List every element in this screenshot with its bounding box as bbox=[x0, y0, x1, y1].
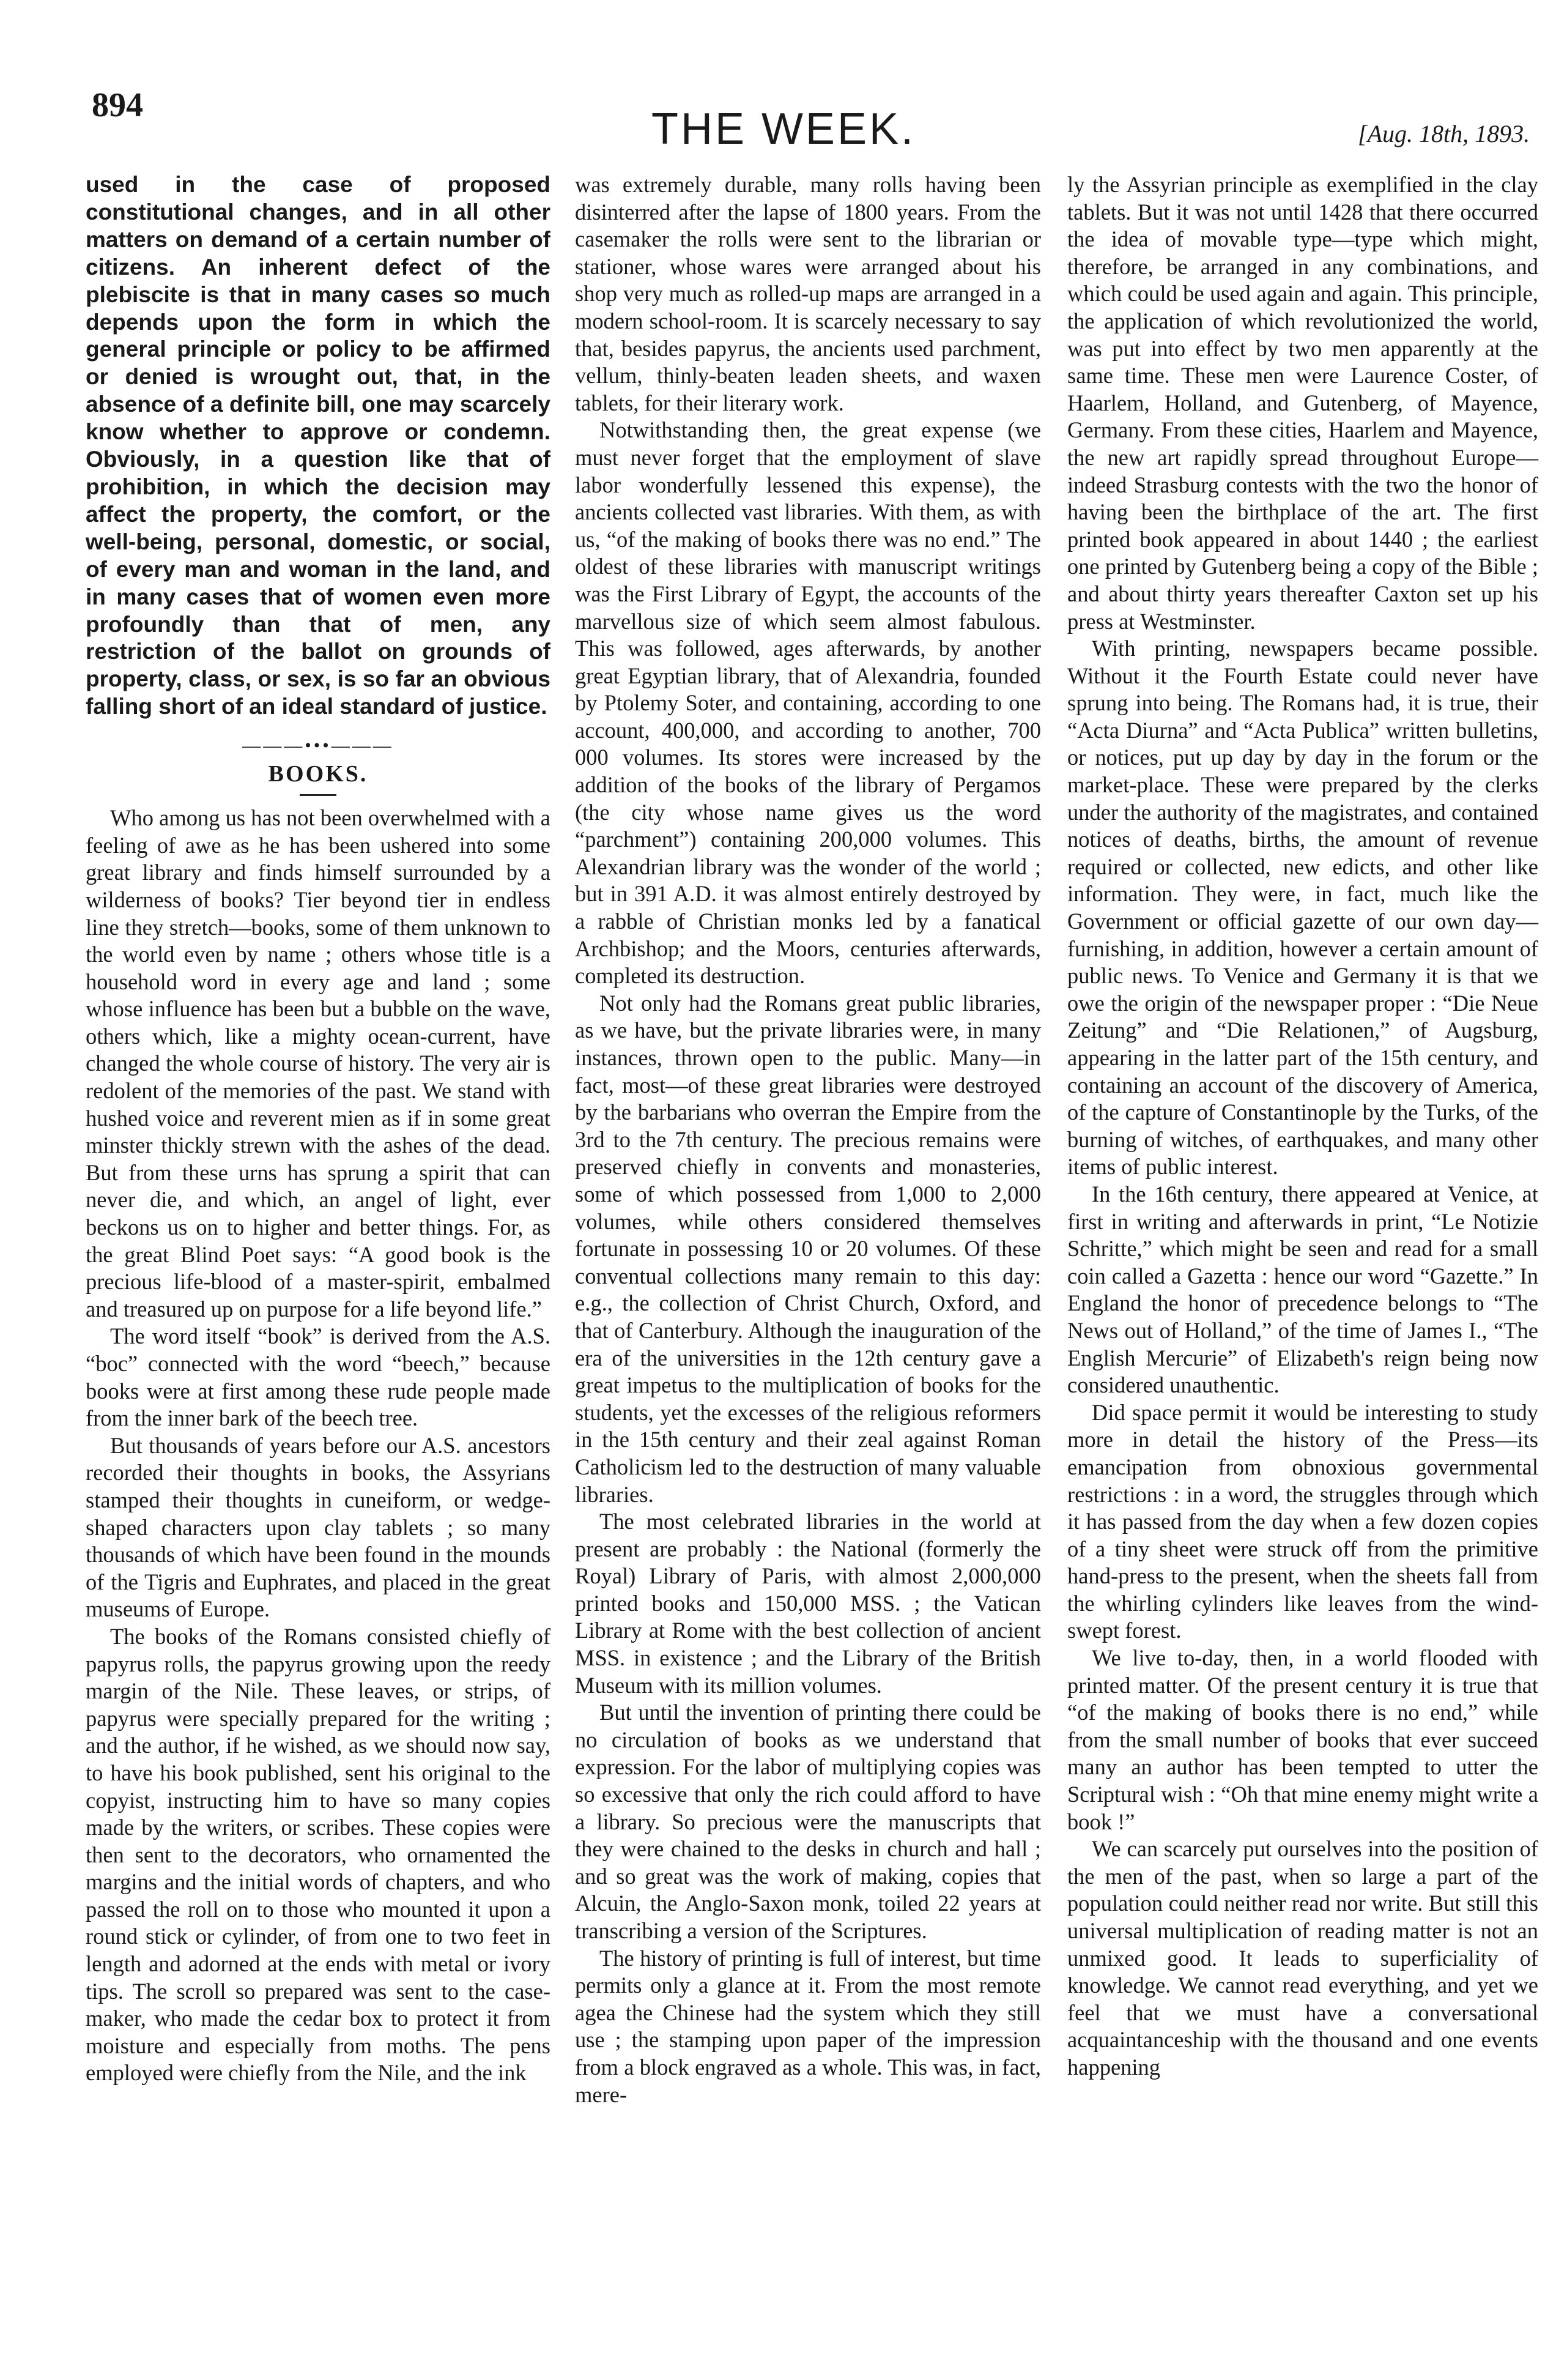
editorial-paragraph: used in the case of proposed constitutional changes, and in all other matters on demand of a certain number of citizens. An inherent defect of the plebiscite is that in many cases so much depends upon the form in which the general principle or policy to be affirmed or denied is wrought out, that, in the absence of a definite bill, one may scarcely know whether to approve or condemn. Obviously, in a question like that of prohibition, in which the decision may affect the property, the comfort, or the well-being, personal, domestic, or social, of every man and woman in the land, and in many cases that of women even more profoundly than that of men, any restriction of the ballot on grounds of property, class, or sex, is so far an obvious falling short of an ideal standard of justice. bbox=[86, 172, 550, 720]
article-paragraph: Not only had the Romans great public libraries, as we have, but the private libraries were, in many instances, thrown open to the public. Many—in fact, most—of these great libraries were destroyed by the barbarians who overran the Empire from the 3rd to the 7th century. The precious remains were preserved chiefly in convents and monasteries, some of which possessed from 1,000 to 2,000 volumes, while others considered themselves fortunate in possessing 10 or 20 volumes. Of these conventual collections many remain to this day: e.g., the collection of Christ Church, Oxford, and that of Canterbury. Although the inauguration of the era of the universities in the 12th century gave a great impetus to the multiplication of books for the students, yet the excesses of the religious reformers in the 15th century and their zeal against Roman Catholicism led to the destruction of many valuable libraries. bbox=[575, 990, 1041, 1507]
section-heading-books: BOOKS. bbox=[268, 761, 368, 787]
article-paragraph: We can scarcely put ourselves into the position of the men of the past, when so large a part of the population could neither read nor write. But still this universal multiplication of reading matter is not an unmixed good. It leads to superficiality of knowledge. We cannot read everything, and yet we feel that we must have a conversational acquaintanceship with the thousand and one events happening bbox=[1067, 1836, 1538, 2080]
article-paragraph: Who among us has not been overwhelmed with a feeling of awe as he has been ushered into some great library and finds himself surrounded by a wilderness of books? Tier beyond tier in endless line they stretch—books, some of them unknown to the world even by name ; others whose title is a household word in every age and land ; some whose influence has been but a bubble on the wave, others which, like a mighty ocean-current, have changed the whole course of history. The very air is redolent of the memories of the past. We stand with hushed voice and reverent mien as if in some great minster thickly strewn with the ashes of the dead. But from these urns has sprung a spirit that can never die, and which, an angel of light, ever beckons us on to higher and better things. For, as the great Blind Poet says: “A good book is the precious life-blood of a master-spirit, embalmed and treasured up on purpose for a life beyond life.” bbox=[86, 805, 550, 1322]
article-paragraph: ly the Assyrian principle as exemplified in the clay tablets. But it was not until 1428 that there occurred the idea of movable type—type which might, therefore, be arranged in any combinations, and which could be used again and again. This principle, the application of which revolutionized the world, was put into effect by two men apparently at the same time. These men were Laurence Coster, of Haarlem, Holland, and Gutenberg, of Mayence, Germany. From these cities, Haarlem and Mayence, the new art rapidly spread throughout Europe—indeed Strasburg contests with the two the honor of having been the birthplace of the art. The first printed book appeared in about 1440 ; the earliest one printed by Gutenberg being a copy of the Bible ; and about thirty years thereafter Caxton set up his press at Westminster. bbox=[1067, 172, 1538, 634]
article-paragraph: With printing, newspapers became possible. Without it the Fourth Estate could never have sprung into being. The Romans had, it is true, their “Acta Diurna” and “Acta Publica” written bulletins, or notices, put up day by day in the forum or the market-place. These were prepared by the clerks under the authority of the magistrates, and contained notices of deaths, births, the amount of revenue required or collected, new edicts, and other like information. They were, in fact, much like the Government or official gazette of our own day—furnishing, in addition, however a certain amount of public news. To Venice and Germany it is that we owe the origin of the newspaper proper : “Die Neue Zeitung” and “Die Relationen,” of Augsburg, appearing in the latter part of the 15th century, and containing an account of the discovery of America, of the capture of Constantinople by the Turks, of the burning of witches, of earthquakes, and many other items of public interest. bbox=[1067, 636, 1538, 1180]
issue-date: [Aug. 18th, 1893. bbox=[1358, 120, 1530, 147]
column-1 bbox=[86, 171, 550, 2087]
article-paragraph: Did space permit it would be interesting to study more in detail the history of the Press—its emancipation from obnoxious governmental restrictions : in a word, the struggles through which it has passed from the day when a few dozen copies of a tiny sheet were struck off from the primitive hand-press to the present, when the sheets fall from the whirling cylinders like leaves from the wind-swept forest. bbox=[1067, 1399, 1538, 1643]
article-paragraph: was extremely durable, many rolls having been disinterred after the lapse of 1800 years. From the casemaker the rolls were sent to the librarian or stationer, whose wares were arranged about his shop very much as rolled-up maps are arranged in a modern school-room. It is scarcely necessary to say that, besides papyrus, the ancients used parchment, vellum, thinly-beaten leaden sheets, and waxen tablets, for their literary work. bbox=[575, 172, 1041, 415]
newspaper-title: THE WEEK. bbox=[651, 105, 916, 154]
article-paragraph: In the 16th century, there appeared at Venice, at first in writing and afterwards in print, “Le Notizie Schritte,” which might be seen and read for a small coin called a Gazetta : hence our word “Gazette.” In England the honor of precedence belongs to “The News out of Holland,” of the time of James I., “The English Mercurie” of Elizabeth's reign being now considered unauthentic. bbox=[1067, 1181, 1538, 1398]
page-number: 894 bbox=[92, 86, 143, 124]
column-3 bbox=[1067, 171, 1538, 2081]
article-paragraph: But thousands of years before our A.S. ancestors recorded their thoughts in books, the Assyrians stamped their thoughts in cuneiform, or wedge-shaped characters upon clay tablets ; so many thousands of which have been found in the mounds of the Tigris and Euphrates, and placed in the great museums of Europe. bbox=[86, 1432, 550, 1622]
article-paragraph: The history of printing is full of interest, but time permits only a glance at it. From the most remote agea the Chinese had the system which they still use ; the stamping upon paper of the impression from a block engraved as a whole. This was, in fact, mere- bbox=[575, 1945, 1041, 2107]
article-paragraph: The word itself “book” is derived from the A.S. “boc” connected with the word “beech,” because books were at first among these rude people made from the inner bark of the beech tree. bbox=[86, 1323, 550, 1431]
heading-rule bbox=[300, 794, 336, 796]
section-divider-ornament: ———•••——— bbox=[242, 735, 394, 756]
article-paragraph: But until the invention of printing there could be no circulation of books as we understand that expression. For the labor of multiplying copies was so excessive that only the rich could afford to have a library. So precious were the manuscripts that they were chained to the desks in church and hall ; and so great was the work of making, copies that Alcuin, the Anglo-Saxon monk, toiled 22 years at transcribing a version of the Scriptures. bbox=[575, 1700, 1041, 1943]
article-paragraph: We live to-day, then, in a world flooded with printed matter. Of the present century it is true that “of the making of books there is no end,” while from the small number of books that ever succeed many an author has been tempted to utter the Scriptural wish : “Oh that mine enemy might write a book !” bbox=[1067, 1645, 1538, 1834]
article-paragraph: Notwithstanding then, the great expense (we must never forget that the employment of slave labor wonderfully lessened this expense), the ancients collected vast libraries. With them, as with us, “of the making of books there was no end.” The oldest of these libraries with manuscript writings was the First Library of Egypt, the accounts of the marvellous size of which seem almost fabulous. This was followed, ages afterwards, by another great Egyptian library, that of Alexandria, founded by Ptolemy Soter, and containing, according to one account, 400,000, and according to another, 700 000 volumes. Its stores were increased by the addition of the books of the library of Pergamos (the city whose name gives us the word “parchment”) containing 200,000 volumes. This Alexandrian library was the wonder of the world ; but in 391 A.D. it was almost entirely destroyed by a rabble of Christian monks led by a fanatical Archbishop; and the Moors, centuries afterwards, completed its destruction. bbox=[575, 417, 1041, 989]
article-paragraph: The most celebrated libraries in the world at present are probably : the National (formerly the Royal) Library of Paris, with almost 2,000,000 printed books and 150,000 MSS. ; the Vatican Library at Rome with the best collection of ancient MSS. in existence ; and the Library of the British Museum with its million volumes. bbox=[575, 1509, 1041, 1698]
column-2 bbox=[575, 171, 1041, 2108]
page-header bbox=[0, 0, 1567, 177]
article-paragraph: The books of the Romans consisted chiefly of papyrus rolls, the papyrus growing upon the reedy margin of the Nile. These leaves, or strips, of papyrus were specially prepared for the writing ; and the author, if he wished, as we should now say, to have his book published, sent his original to the copyist, instructing him to have so many copies made by the writers, or scribes. These copies were then sent to the decorators, who ornamented the margins and the initial words of chapters, and who passed the roll on to those who mounted it upon a round stick or cylinder, of from one to two feet in length and adorned at the ends with metal or ivory tips. The scroll so prepared was sent to the case-maker, who made the cedar box to protect it from moisture and especially from moths. The pens employed were chiefly from the Nile, and the ink bbox=[86, 1623, 550, 2086]
